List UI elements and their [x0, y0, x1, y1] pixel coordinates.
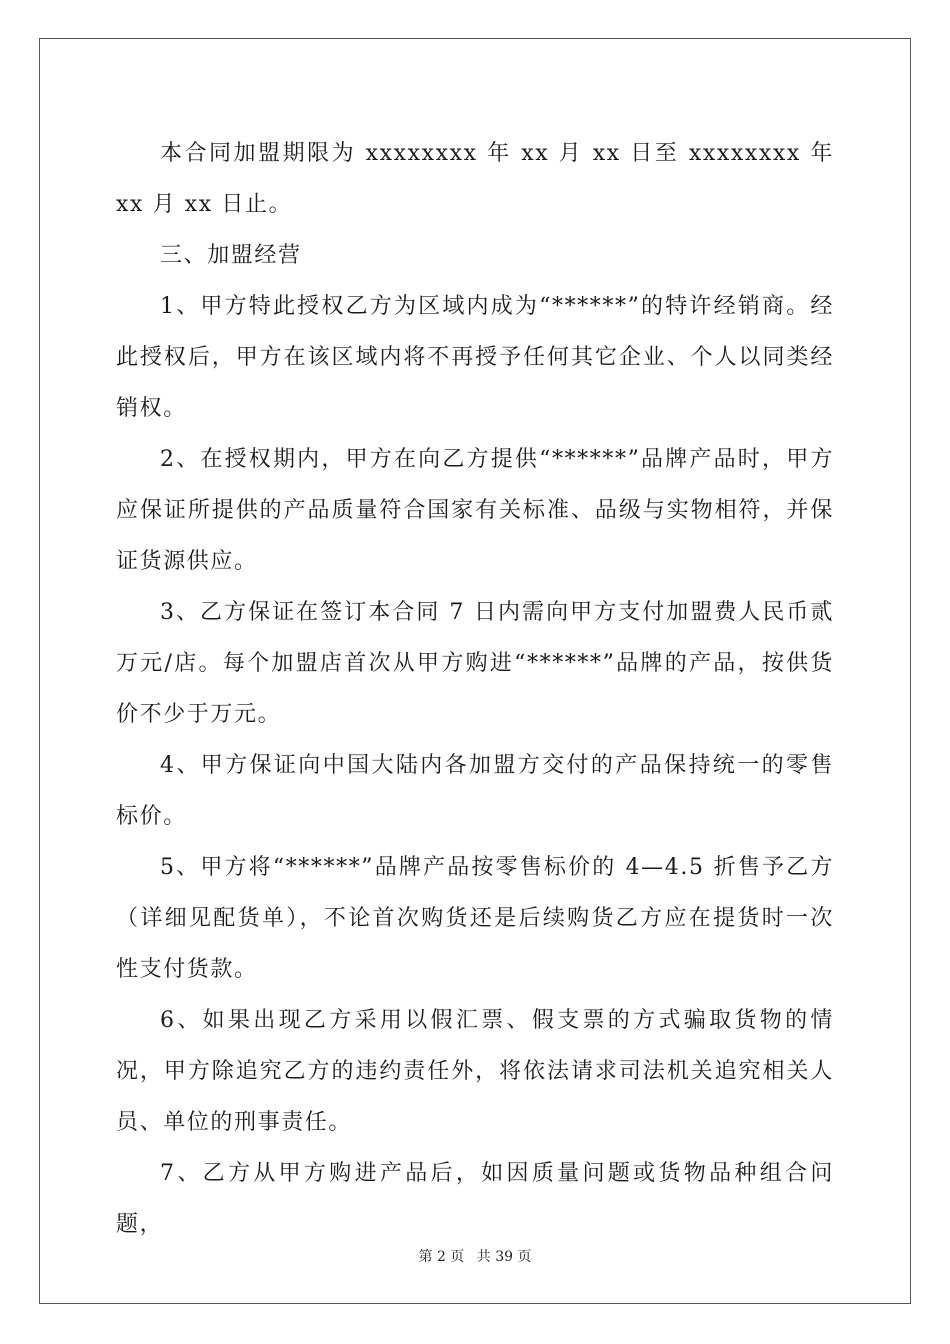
- document-body: [116, 128, 834, 1250]
- paragraph-clause-4: 4、甲方保证向中国大陆内各加盟方交付的产品保持统一的零售标价。: [116, 753, 834, 829]
- page-footer: [0, 1246, 950, 1266]
- paragraph-clause-7: 7、乙方从甲方购进产品后，如因质量问题或货物品种组合问题，: [116, 1161, 834, 1237]
- paragraph-clause-3: 3、乙方保证在签订本合同 7 日内需向甲方支付加盟费人民币贰万元/店。每个加盟店首次从甲方购进“******”品牌的产品，按供货价不少于万元。: [116, 600, 834, 727]
- total-pages: 共 39 页: [476, 1249, 532, 1265]
- paragraph-clause-2: 2、在授权期内，甲方在向乙方提供“******”品牌产品时，甲方应保证所提供的产品质量符合国家有关标准、品级与实物相符，并保证货源供应。: [116, 447, 834, 574]
- paragraph-clause-6: 6、如果出现乙方采用以假汇票、假支票的方式骗取货物的情况，甲方除追究乙方的违约责任外，将依法请求司法机关追究相关人员、单位的刑事责任。: [116, 1008, 834, 1135]
- page-number: 第 2 页: [418, 1249, 465, 1265]
- paragraph-term: 本合同加盟期限为 xxxxxxxx 年 xx 月 xx 日至 xxxxxxxx 年 xx 月 xx 日止。: [116, 141, 834, 217]
- paragraph-clause-5: 5、甲方将“******”品牌产品按零售标价的 4—4.5 折售予乙方（详细见配货单），不论首次购货还是后续购货乙方应在提货时一次性支付货款。: [116, 855, 834, 982]
- paragraph-clause-1: 1、甲方特此授权乙方为区域内成为“******”的特许经销商。经此授权后，甲方在该区域内将不再授予任何其它企业、个人以同类经销权。: [116, 294, 834, 421]
- section-heading: 三、加盟经营: [160, 243, 302, 268]
